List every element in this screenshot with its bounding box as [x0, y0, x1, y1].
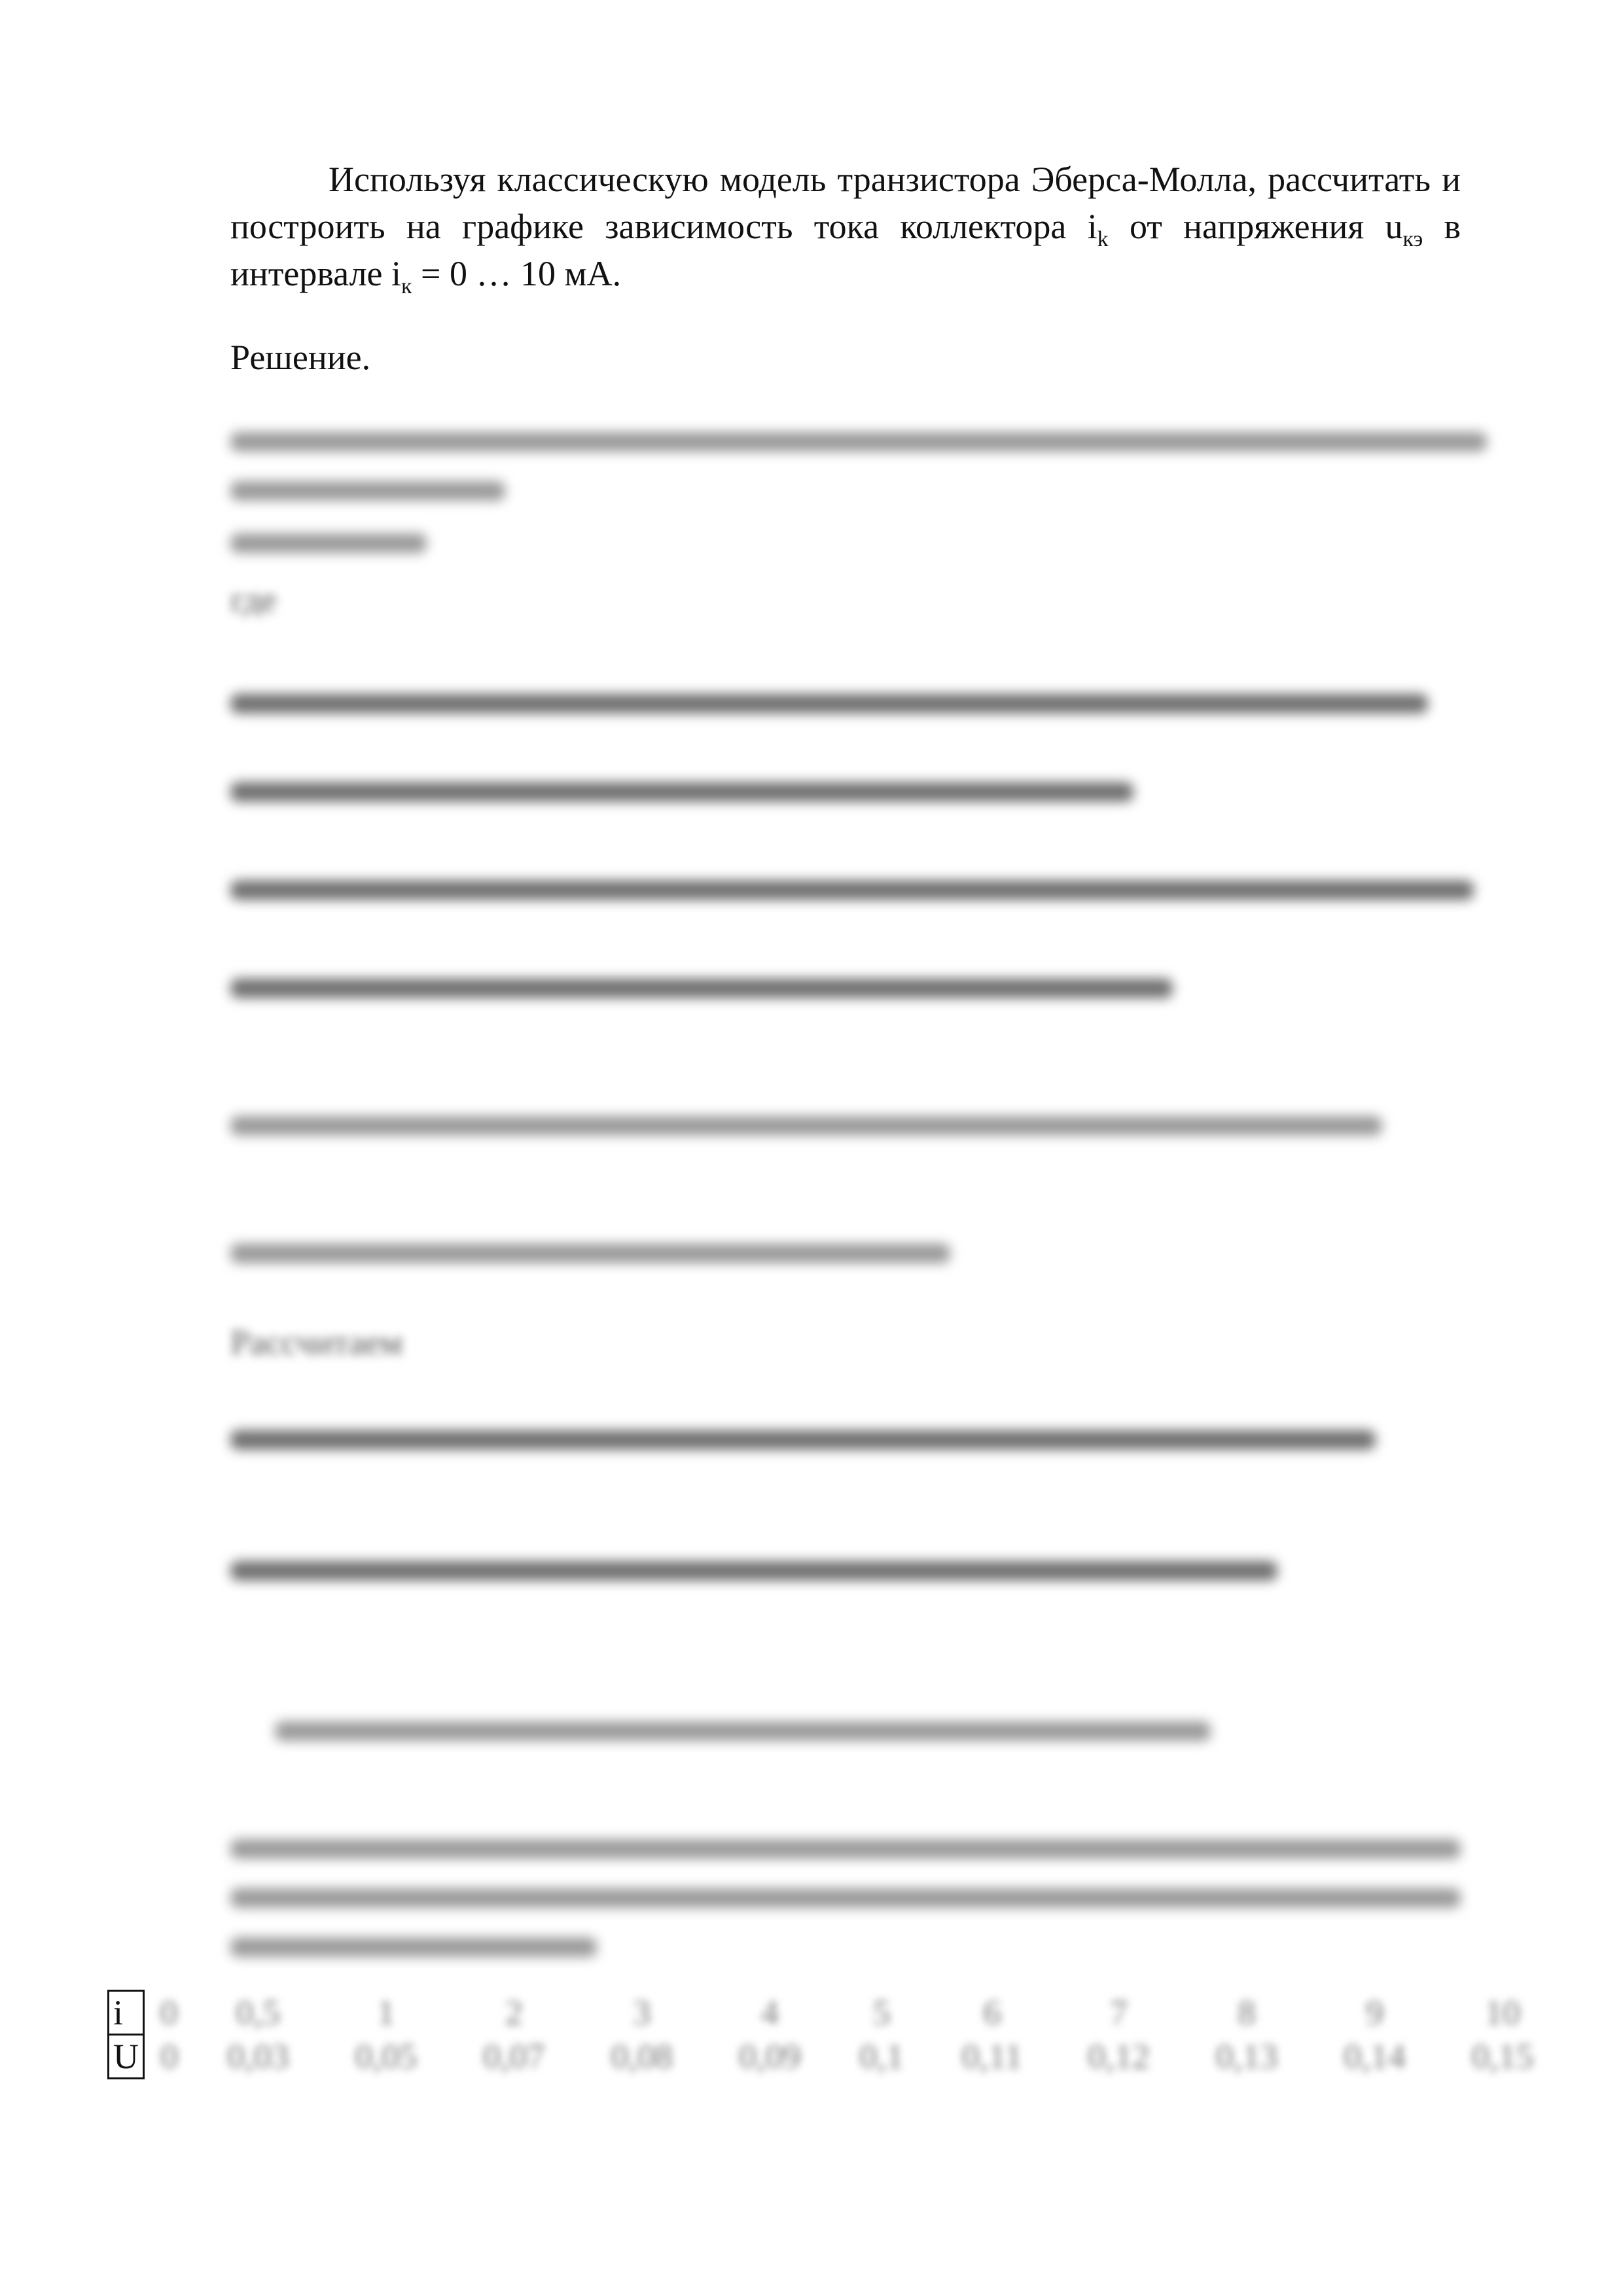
- table-cell: 0,09: [739, 2037, 801, 2076]
- blurred-line: [230, 481, 505, 501]
- table-cell: 1: [377, 1993, 395, 2032]
- problem-statement: [230, 156, 1461, 297]
- table-cell: 9: [1366, 1993, 1384, 2032]
- blurred-line: [230, 1116, 1382, 1136]
- problem-text-d: = 0 … 10 мА.: [412, 254, 622, 293]
- table-cell: 5: [872, 1993, 891, 2032]
- table-cell: 0: [160, 2037, 179, 2076]
- table-cell: 0,03: [227, 2037, 289, 2076]
- blurred-equation: [275, 1721, 1211, 1741]
- blurred-label-gde: где: [230, 580, 277, 619]
- blurred-equation: [230, 1244, 950, 1263]
- table-cell: 0,13: [1215, 2037, 1278, 2076]
- results-table: [107, 1990, 1567, 2079]
- blurred-line: [230, 1839, 1461, 1859]
- table-cell: 7: [1110, 1993, 1128, 2032]
- subscript-k2: к: [401, 274, 412, 298]
- problem-text-c: в интервале i: [230, 207, 1461, 293]
- blurred-equation: [230, 1430, 1376, 1450]
- table-cell: 0,5: [236, 1993, 281, 2032]
- table-cell: 8: [1238, 1993, 1256, 2032]
- subscript-ke: кэ: [1402, 226, 1423, 251]
- table-row: [109, 2035, 1567, 2079]
- table-cell: 0: [160, 1993, 178, 2032]
- blurred-equation: [230, 694, 1428, 713]
- table-cell: 6: [983, 1993, 1001, 2032]
- blurred-line: [230, 1888, 1461, 1908]
- table-cell: 0,1: [859, 2037, 904, 2076]
- row-label-i: i: [109, 1991, 144, 2035]
- subscript-k: k: [1097, 226, 1109, 251]
- table-cell: 3: [633, 1993, 651, 2032]
- table-cell: 0,12: [1088, 2037, 1150, 2076]
- table-cell: 2: [505, 1993, 523, 2032]
- blurred-equation: [230, 1561, 1277, 1581]
- blurred-line: [230, 432, 1487, 452]
- table-cell: 0,05: [355, 2037, 418, 2076]
- table-row: [109, 1991, 1567, 2035]
- table-cell: 0,15: [1471, 2037, 1534, 2076]
- table-cell: 0,14: [1344, 2037, 1406, 2076]
- table-cell: 0,11: [961, 2037, 1023, 2076]
- blurred-line: [230, 533, 427, 553]
- blurred-label-calc: Рассчитаем: [230, 1323, 403, 1362]
- table-cell: 10: [1485, 1993, 1521, 2032]
- table-cell: 0,07: [483, 2037, 545, 2076]
- table-cell: 4: [760, 1993, 779, 2032]
- blurred-line: [230, 782, 1133, 802]
- blurred-equation: [230, 880, 1474, 900]
- row-label-u: U: [109, 2035, 144, 2079]
- blurred-line: [230, 978, 1173, 998]
- problem-text-b: от напряжения u: [1108, 207, 1403, 246]
- table-cell: 0,08: [611, 2037, 673, 2076]
- problem-text-a: Используя классическую модель транзистора Эберса-Молла, рассчитать и построить на графике зависимость тока коллектора i: [230, 160, 1461, 246]
- solution-heading: Решение.: [230, 338, 371, 377]
- blurred-line: [230, 1937, 597, 1957]
